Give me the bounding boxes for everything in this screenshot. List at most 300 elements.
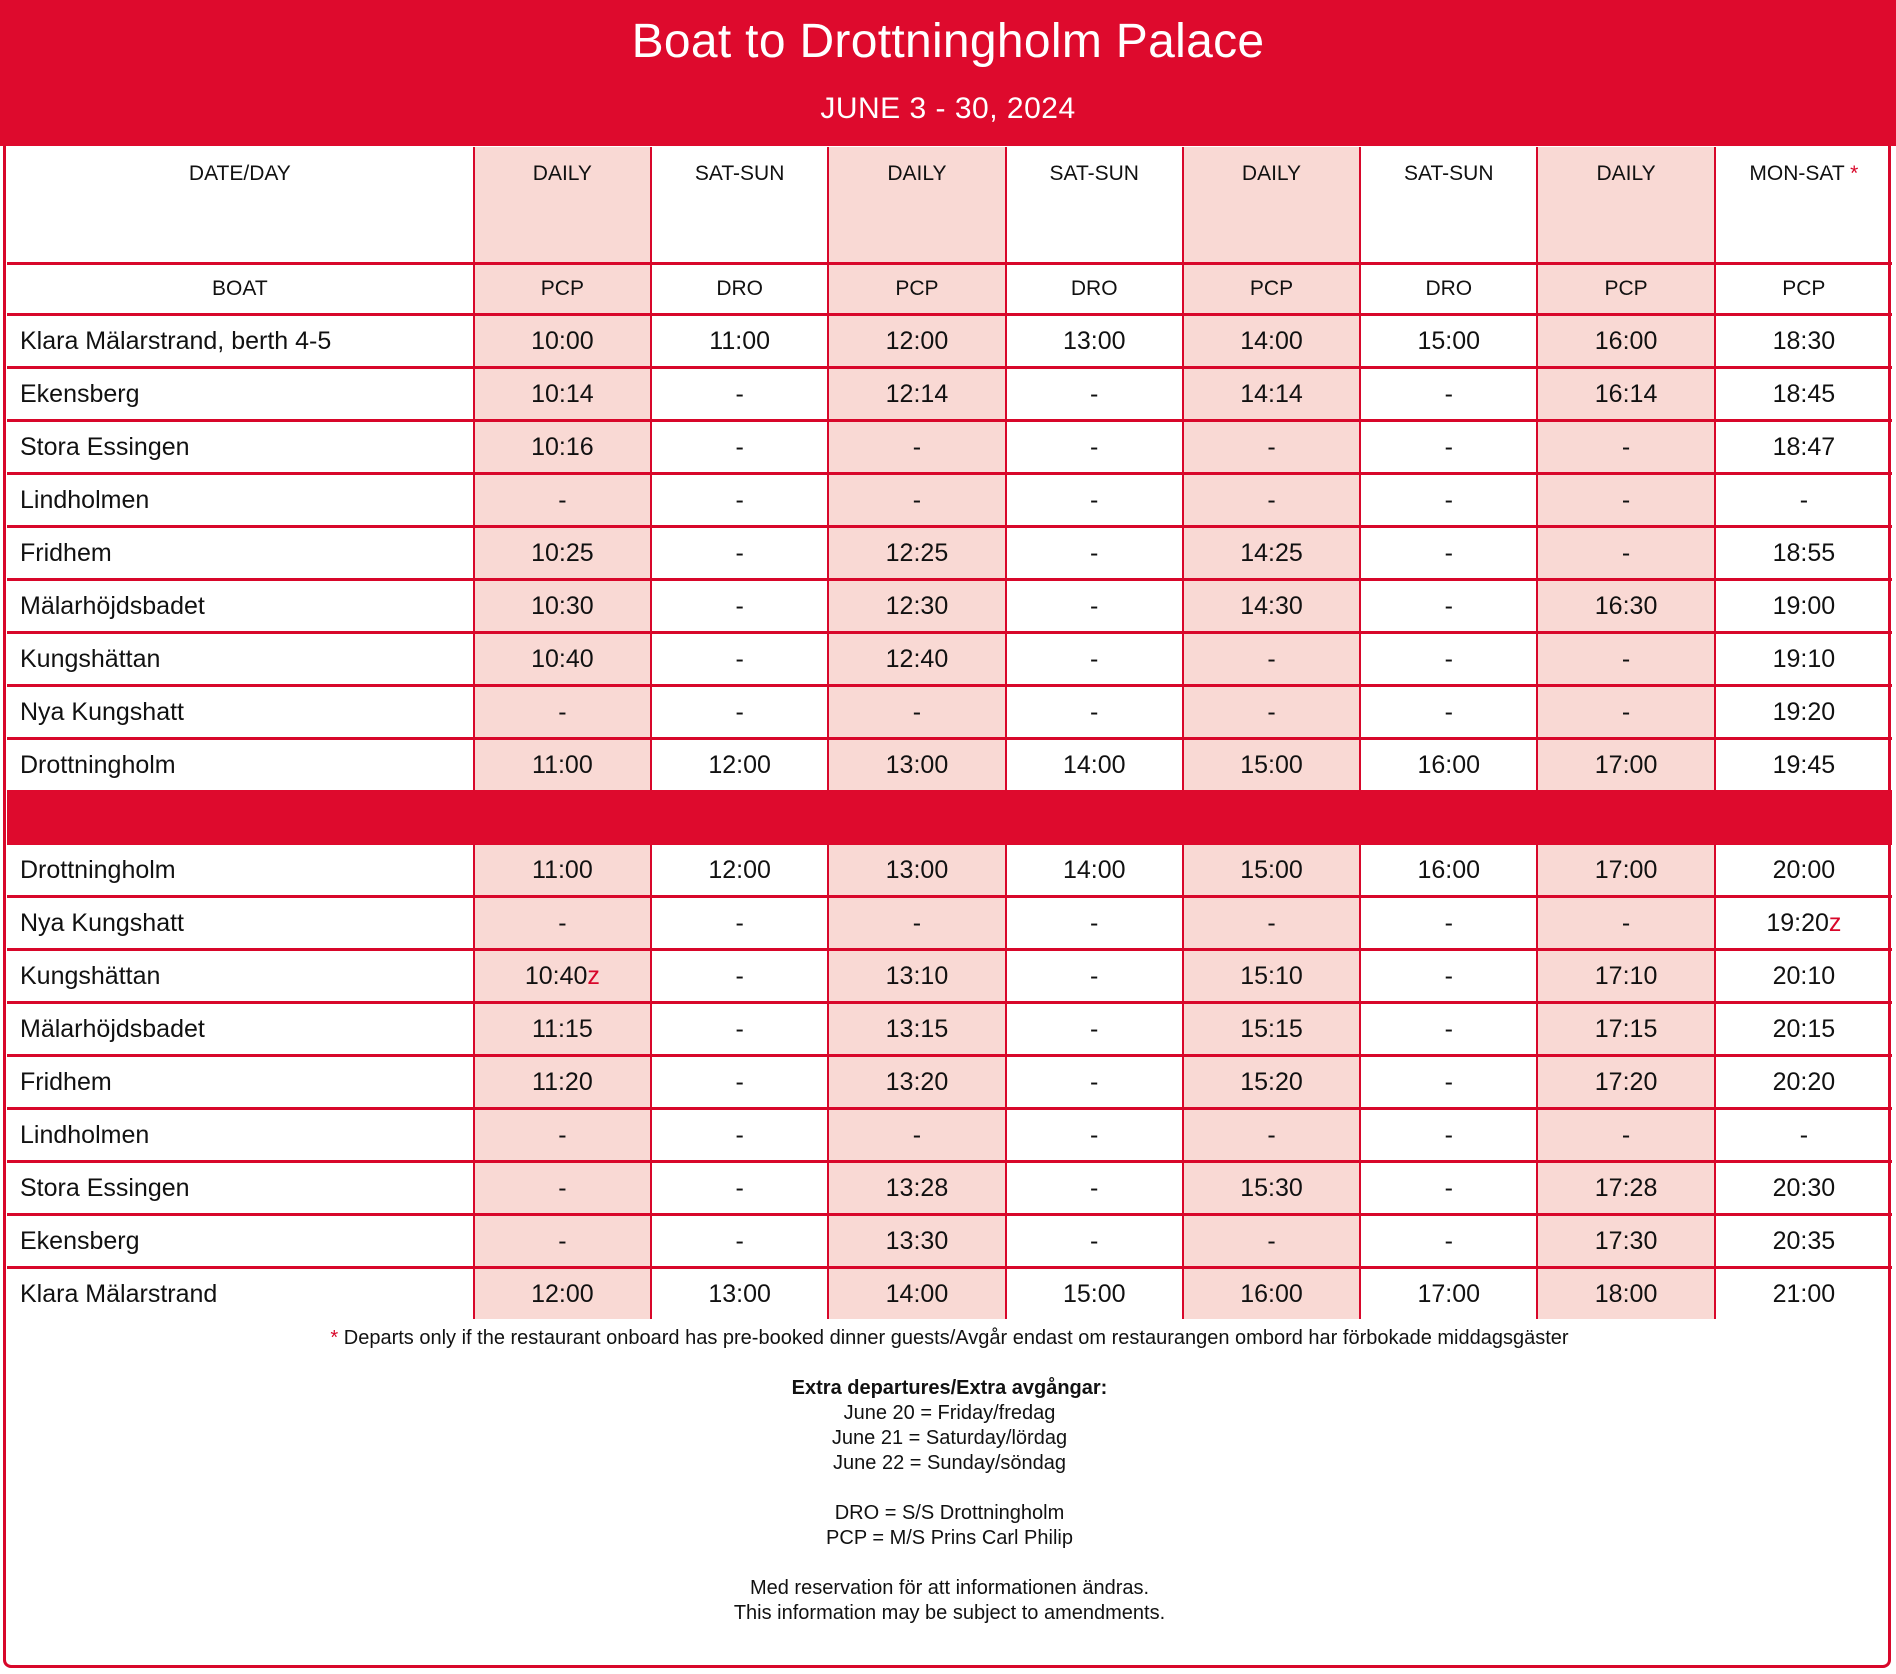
time-value: -: [735, 1226, 744, 1255]
time-value: 16:30: [1594, 591, 1658, 620]
time-cell: [651, 315, 828, 368]
time-cell: [474, 368, 651, 421]
time-value: 12:00: [708, 750, 771, 779]
time-cell: [1360, 580, 1537, 633]
stop-name: Stora Essingen: [7, 421, 474, 474]
time-value: -: [1621, 908, 1631, 937]
extra-departure: June 20 = Friday/fredag: [843, 1402, 1056, 1424]
time-cell: [1715, 1056, 1892, 1109]
time-cell: [1715, 315, 1892, 368]
time-cell: [828, 315, 1005, 368]
time-cell: [1183, 739, 1360, 791]
time-cell: [1537, 421, 1714, 474]
time-value: 16:00: [1417, 855, 1481, 884]
time-cell: [1006, 315, 1183, 368]
time-value: -: [1090, 961, 1099, 990]
time-value: -: [735, 379, 744, 408]
row-label-boat: BOAT: [7, 264, 474, 315]
header-row-days: [7, 147, 1892, 264]
time-value: -: [1090, 1014, 1099, 1043]
time-cell: [474, 474, 651, 527]
stop-name: Nya Kungshatt: [7, 686, 474, 739]
time-cell: [1360, 845, 1537, 897]
time-value: 15:10: [1240, 961, 1303, 990]
time-cell: [1715, 421, 1892, 474]
time-value: 14:25: [1240, 538, 1303, 567]
time-value: 20:00: [1772, 855, 1836, 884]
time-cell: [651, 739, 828, 791]
time-value: -: [1444, 644, 1453, 673]
time-value: -: [558, 485, 567, 514]
time-cell: [1006, 1109, 1183, 1162]
time-cell: [651, 580, 828, 633]
time-value: 20:20: [1772, 1067, 1836, 1096]
time-value: 13:00: [708, 1279, 771, 1308]
time-value: 17:00: [1594, 855, 1658, 884]
time-value: -: [1444, 697, 1453, 726]
time-value: 17:00: [1417, 1279, 1481, 1308]
time-value: 21:00: [1772, 1279, 1836, 1308]
time-value: 19:20: [1772, 697, 1836, 726]
time-value: 12:40: [885, 644, 949, 673]
time-cell: [651, 1109, 828, 1162]
time-cell: [1006, 950, 1183, 1003]
time-cell: [1537, 739, 1714, 791]
time-cell: [1537, 686, 1714, 739]
time-cell: [1006, 421, 1183, 474]
time-value: -: [1444, 591, 1453, 620]
time-cell: [474, 633, 651, 686]
time-value: 17:10: [1594, 961, 1658, 990]
time-cell: [1715, 845, 1892, 897]
time-value: -: [1799, 485, 1809, 514]
stop-name: Drottningholm: [7, 845, 474, 897]
time-value: 19:45: [1772, 750, 1836, 779]
time-cell: [1183, 368, 1360, 421]
time-value: 18:55: [1772, 538, 1836, 567]
header-banner: [0, 0, 1896, 146]
time-value: 20:10: [1772, 961, 1836, 990]
time-value: -: [1444, 1173, 1453, 1202]
time-cell: [1537, 1109, 1714, 1162]
disclaimer: This information may be subject to amendments.: [733, 1602, 1166, 1624]
time-cell: [1715, 1109, 1892, 1162]
time-value: 10:14: [531, 379, 594, 408]
time-cell: [1360, 1056, 1537, 1109]
footnotes: [7, 1326, 1892, 1626]
time-cell: [651, 686, 828, 739]
time-value: 12:00: [531, 1279, 594, 1308]
time-cell: [474, 1268, 651, 1320]
time-value: -: [1267, 485, 1276, 514]
time-value: 20:35: [1772, 1226, 1836, 1255]
time-cell: [1360, 474, 1537, 527]
time-cell: [651, 527, 828, 580]
time-value: -: [558, 1173, 567, 1202]
boat-legend: PCP = M/S Prins Carl Philip: [826, 1527, 1073, 1549]
day-cell: DAILY: [1537, 147, 1714, 264]
time-cell: [1360, 897, 1537, 950]
time-cell: [474, 1056, 651, 1109]
day-cell: SAT-SUN: [1006, 147, 1183, 264]
restaurant-note: * Departs only if the restaurant onboard has pre-booked dinner guests/Avgår endast om restaurangen ombord har förbokade middagsgäster: [330, 1327, 1569, 1349]
time-value: 15:20: [1240, 1067, 1303, 1096]
time-value: -: [735, 644, 744, 673]
time-cell: [1183, 1109, 1360, 1162]
time-cell: [651, 1162, 828, 1215]
time-value: -: [1267, 1226, 1276, 1255]
time-value: -: [1090, 1067, 1099, 1096]
time-cell: [651, 1003, 828, 1056]
time-cell: [1006, 686, 1183, 739]
stop-name: Drottningholm: [20, 750, 176, 779]
boat-cell: DRO: [1360, 264, 1537, 315]
day-cell: DAILY: [828, 147, 1005, 264]
time-cell: [1715, 1268, 1892, 1320]
time-value: 13:20: [885, 1067, 949, 1096]
time-value: 13:00: [885, 855, 949, 884]
time-value: -: [1799, 1120, 1809, 1149]
time-value: -: [1621, 485, 1631, 514]
time-cell: [1360, 368, 1537, 421]
time-cell: [828, 633, 1005, 686]
time-cell: [1183, 474, 1360, 527]
stop-name: Kungshättan: [7, 950, 474, 1003]
time-cell: [1006, 527, 1183, 580]
time-value: -: [735, 1120, 744, 1149]
time-cell: [1537, 1003, 1714, 1056]
stop-name: Fridhem: [7, 1056, 474, 1109]
time-value: 13:00: [1062, 326, 1126, 355]
time-value: 19:10: [1772, 644, 1836, 673]
time-cell: [828, 368, 1005, 421]
stop-name: Klara Mälarstrand, berth 4-5: [7, 315, 474, 368]
time-value: 17:00: [1594, 750, 1658, 779]
day-cell: DAILY: [1183, 147, 1360, 264]
time-cell: [474, 950, 651, 1003]
time-value: 19:20: [1766, 908, 1829, 937]
extra-departure: June 21 = Saturday/lördag: [831, 1427, 1068, 1449]
time-value: -: [558, 908, 567, 937]
time-cell: [474, 527, 651, 580]
time-cell: [1537, 315, 1714, 368]
time-cell: [828, 580, 1005, 633]
time-value: 11:00: [709, 326, 771, 355]
time-cell: [828, 527, 1005, 580]
time-cell: [1715, 527, 1892, 580]
day-cell: SAT-SUN: [651, 147, 828, 264]
stop-name: Kungshättan: [7, 633, 474, 686]
time-value: 10:40: [531, 644, 594, 673]
day-cell: SAT-SUN: [1360, 147, 1537, 264]
stop-name: Ekensberg: [7, 1215, 474, 1268]
time-cell: [1360, 315, 1537, 368]
time-value: 13:10: [885, 961, 949, 990]
stop-name: Lindholmen: [7, 1109, 474, 1162]
time-value: -: [912, 908, 922, 937]
boat-cell: DRO: [1006, 264, 1183, 315]
time-cell: [1537, 527, 1714, 580]
time-cell: [1715, 739, 1892, 791]
date-range: JUNE 3 - 30, 2024: [820, 92, 1076, 125]
time-value: -: [1267, 1120, 1276, 1149]
time-value: -: [558, 1120, 567, 1149]
time-cell: [1360, 950, 1537, 1003]
boat-cell: PCP: [1715, 264, 1892, 315]
time-cell: [1537, 1215, 1714, 1268]
page-title: Boat to Drottningholm Palace: [631, 15, 1265, 68]
time-cell: [1715, 368, 1892, 421]
time-value: -: [735, 961, 744, 990]
time-cell: [1537, 1162, 1714, 1215]
time-cell: [828, 739, 1005, 791]
time-cell: [474, 580, 651, 633]
time-value: 15:00: [1062, 1279, 1126, 1308]
time-value: -: [735, 485, 744, 514]
time-value: -: [1090, 538, 1099, 567]
stop-row: [7, 1215, 1892, 1268]
time-value: -: [735, 1014, 744, 1043]
time-value: 12:25: [885, 538, 949, 567]
stop-name: Klara Mälarstrand: [20, 1279, 218, 1308]
time-cell: [1537, 845, 1714, 897]
stop-row: [7, 1109, 1892, 1162]
stop-name: Mälarhöjdsbadet: [7, 580, 474, 633]
time-value: 16:00: [1417, 750, 1481, 779]
time-cell: [1715, 686, 1892, 739]
time-cell: [651, 1056, 828, 1109]
time-value: -: [912, 1120, 922, 1149]
time-value: -: [1090, 1120, 1099, 1149]
time-value: 17:28: [1594, 1173, 1658, 1202]
time-value: -: [1444, 538, 1453, 567]
boat-cell: PCP: [1183, 264, 1360, 315]
time-value: -: [1621, 644, 1631, 673]
time-cell: [1183, 527, 1360, 580]
time-value: 14:14: [1240, 379, 1303, 408]
boat-cell: DRO: [651, 264, 828, 315]
time-value: -: [1090, 591, 1099, 620]
time-cell: [651, 421, 828, 474]
time-value: -: [558, 1226, 567, 1255]
stop-row: [7, 315, 1892, 368]
stop-name: Mälarhöjdsbadet: [7, 1003, 474, 1056]
time-value: -: [1621, 1120, 1631, 1149]
extra-departures-heading: Extra departures/Extra avgångar:: [791, 1377, 1108, 1399]
time-value: -: [1621, 432, 1631, 461]
stop-name: Ekensberg: [7, 368, 474, 421]
day-cell: MON-SAT *: [1715, 147, 1892, 264]
time-value: 13:28: [885, 1173, 949, 1202]
time-value: 11:20: [532, 1067, 593, 1096]
time-cell: [828, 897, 1005, 950]
time-value: 12:14: [885, 379, 949, 408]
time-cell: [474, 1162, 651, 1215]
time-value: 15:00: [1240, 750, 1303, 779]
time-cell: [1537, 1268, 1714, 1320]
time-value: -: [1444, 1067, 1453, 1096]
time-cell: [828, 845, 1005, 897]
time-cell: [474, 1003, 651, 1056]
time-cell: [1715, 474, 1892, 527]
direction-separator: [7, 790, 1892, 845]
time-cell: [828, 474, 1005, 527]
time-value: 20:30: [1772, 1173, 1836, 1202]
time-value: -: [735, 538, 744, 567]
time-value: -: [1267, 432, 1276, 461]
separator-band: [7, 790, 1892, 845]
stop-row: [7, 368, 1892, 421]
time-cell: [1183, 580, 1360, 633]
time-cell: [651, 368, 828, 421]
time-value: -: [1444, 1120, 1453, 1149]
time-value: 18:47: [1772, 432, 1836, 461]
time-cell: [1006, 580, 1183, 633]
time-cell: [1183, 315, 1360, 368]
time-value: 11:00: [532, 750, 593, 779]
time-cell: [1183, 1003, 1360, 1056]
boat-cell: PCP: [828, 264, 1005, 315]
time-value: -: [1444, 1226, 1453, 1255]
time-cell: [1360, 633, 1537, 686]
stop-row: [7, 1056, 1892, 1109]
time-cell: [828, 1056, 1005, 1109]
time-cell: [1360, 1109, 1537, 1162]
time-cell: [1715, 897, 1892, 950]
time-value: 10:00: [531, 326, 594, 355]
time-cell: [1006, 897, 1183, 950]
time-value: -: [1444, 485, 1453, 514]
time-value: 17:30: [1594, 1226, 1658, 1255]
time-cell: [474, 1109, 651, 1162]
time-cell: [828, 1003, 1005, 1056]
time-cell: [1360, 1268, 1537, 1320]
time-cell: [1715, 1215, 1892, 1268]
time-cell: [651, 1215, 828, 1268]
time-value: -: [1444, 379, 1453, 408]
time-value: 13:00: [885, 750, 949, 779]
time-value: 11:00: [532, 855, 593, 884]
time-value: -: [1621, 538, 1631, 567]
time-value: -: [1090, 485, 1099, 514]
time-cell: [1715, 633, 1892, 686]
time-value: -: [1090, 432, 1099, 461]
time-value: 11:15: [532, 1014, 593, 1043]
time-value: 10:25: [531, 538, 594, 567]
time-cell: [828, 1162, 1005, 1215]
timetable: [7, 147, 1892, 1319]
stop-row: [7, 897, 1892, 950]
time-cell: [1183, 897, 1360, 950]
z-mark: z: [1828, 908, 1842, 937]
stop-row: [7, 580, 1892, 633]
stop-row: [7, 421, 1892, 474]
time-value: -: [912, 485, 922, 514]
time-cell: [651, 950, 828, 1003]
time-value: -: [735, 432, 744, 461]
time-value: 14:00: [885, 1279, 949, 1308]
time-cell: [1537, 474, 1714, 527]
time-value: -: [1090, 697, 1099, 726]
time-value: 10:30: [531, 591, 594, 620]
time-value: 15:00: [1417, 326, 1481, 355]
time-value: 17:15: [1594, 1014, 1658, 1043]
time-value: 12:00: [885, 326, 949, 355]
stop-row: [7, 1003, 1892, 1056]
time-value: 16:00: [1240, 1279, 1303, 1308]
time-cell: [1006, 1215, 1183, 1268]
asterisk-mark: *: [1850, 162, 1859, 185]
time-value: 18:00: [1594, 1279, 1658, 1308]
time-value: 15:00: [1240, 855, 1303, 884]
disclaimer: Med reservation för att informationen ändras.: [749, 1577, 1150, 1599]
time-cell: [1183, 1056, 1360, 1109]
time-cell: [474, 421, 651, 474]
time-value: -: [1267, 908, 1276, 937]
stop-name: Lindholmen: [7, 474, 474, 527]
time-cell: [1183, 950, 1360, 1003]
time-cell: [1006, 1268, 1183, 1320]
stop-row: [7, 474, 1892, 527]
day-cell: DAILY: [474, 147, 651, 264]
time-value: -: [1090, 1226, 1099, 1255]
time-value: -: [1267, 644, 1276, 673]
time-cell: [1006, 739, 1183, 791]
time-value: -: [1444, 1014, 1453, 1043]
time-cell: [828, 950, 1005, 1003]
boat-cell: PCP: [474, 264, 651, 315]
time-cell: [1360, 1215, 1537, 1268]
time-cell: [828, 1268, 1005, 1320]
time-cell: [1537, 633, 1714, 686]
time-cell: [1715, 950, 1892, 1003]
stop-row: [7, 1162, 1892, 1215]
time-cell: [1006, 633, 1183, 686]
time-cell: [474, 845, 651, 897]
boat-cell: PCP: [1537, 264, 1714, 315]
time-cell: [1360, 527, 1537, 580]
time-value: 14:30: [1240, 591, 1303, 620]
time-cell: [1006, 1003, 1183, 1056]
stop-name: Stora Essingen: [7, 1162, 474, 1215]
time-value: 13:30: [885, 1226, 949, 1255]
stop-name: Fridhem: [7, 527, 474, 580]
z-mark: z: [587, 961, 600, 990]
time-cell: [1715, 1162, 1892, 1215]
time-value: -: [1090, 1173, 1099, 1202]
time-cell: [1537, 1056, 1714, 1109]
time-value: 14:00: [1240, 326, 1303, 355]
stop-row: [7, 845, 1892, 897]
time-value: 14:00: [1062, 855, 1126, 884]
time-cell: [1360, 739, 1537, 791]
time-cell: [651, 1268, 828, 1320]
time-cell: [1360, 686, 1537, 739]
time-cell: [1537, 580, 1714, 633]
time-cell: [1715, 580, 1892, 633]
boat-legend: DRO = S/S Drottningholm: [834, 1502, 1065, 1524]
stop-row: [7, 739, 1892, 791]
time-value: 17:20: [1594, 1067, 1658, 1096]
time-cell: [1360, 1162, 1537, 1215]
time-value: -: [1090, 644, 1099, 673]
time-cell: [1183, 421, 1360, 474]
time-cell: [1183, 1162, 1360, 1215]
time-cell: [1715, 1003, 1892, 1056]
time-value: -: [735, 908, 744, 937]
time-cell: [828, 686, 1005, 739]
time-value: -: [912, 432, 922, 461]
